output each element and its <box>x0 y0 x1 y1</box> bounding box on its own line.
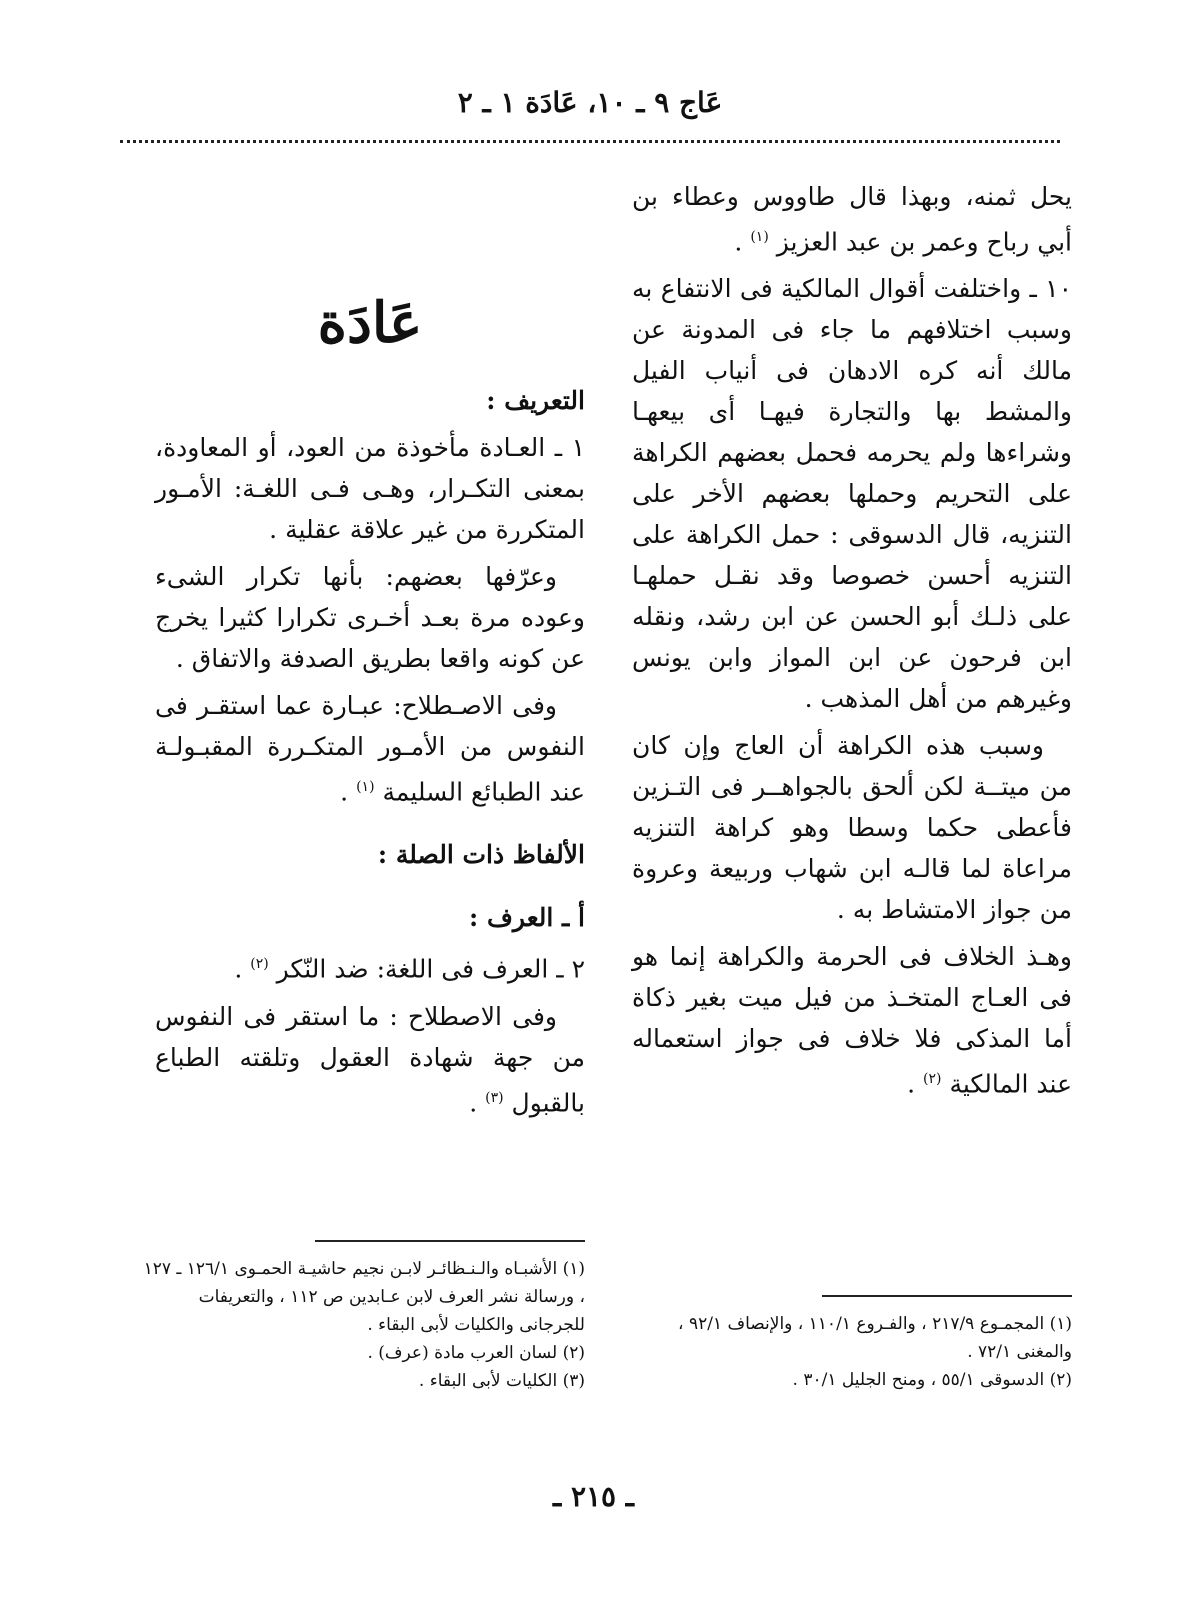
urf-paragraph-1 <box>155 944 585 989</box>
urf-paragraph-1-end: . <box>234 954 251 984</box>
right-paragraph-3: وسبب هذه الكراهة أن العاج وإن كان من ميتــة لكن ألحق بالجواهــر فى التـزين فأعطى حكما وسطا وهو كراهة التنزيه مراعاة لما قالـه ابن شهاب وربيعة وعروة من جواز الامتشاط به . <box>632 731 1072 925</box>
urf-paragraph-2-end: . <box>469 1087 486 1117</box>
header-dotted-divider <box>120 140 1060 143</box>
footnote-rule-left <box>315 1240 585 1242</box>
heading-urf: أ ـ العرف : <box>469 903 585 933</box>
definition-paragraph-2: وعرّفها بعضهم: بأنها تكرار الشىء وعوده مرة بعـد أخـرى تكرارا كثيرا يخرج عن كونه واقعا بطريق الصدفة والاتفاق . <box>155 562 585 673</box>
heading-related-terms: الألفاظ ذات الصلة : <box>377 840 585 870</box>
definition-paragraph-3-text: وفى الاصـطلاح: عبـارة عما استقـر فى النفوس من الأمـور المتكـررة المقبـولـة عند الطبائع السليمة <box>155 691 585 807</box>
definition-paragraph-3 <box>155 685 585 812</box>
footnote-ref: (١) <box>356 779 375 795</box>
heading-definition: التعريف : <box>486 386 585 415</box>
running-header: عَاج ٩ ـ ١٠، عَادَة ١ ـ ٢ <box>457 86 723 119</box>
footnote-ref: (٣) <box>485 1089 504 1106</box>
definition-paragraph-3-end: . <box>340 777 357 807</box>
right-column <box>632 176 1072 1111</box>
right-paragraph-4-text: وهـذ الخلاف فى الحرمة والكراهة إنما هو فى العـاج المتخـذ من فيل ميت بغير ذكاة أما المذكى فلا خلاف فى جواز استعماله عند المالكية <box>632 942 1072 1099</box>
right-paragraph-4 <box>632 936 1072 1104</box>
footnote-left-1: (١) الأشبـاه والـنـظائـر لابـن نجيم حاشيـة الحمـوى ١٢٦/١ ـ ١٢٧ ، ورسالة نشر العرف لابن عـابدين ص ١١٢ ، والتعريفات للجرجانى والكليات لأبى البقاء . <box>143 1259 585 1335</box>
footnotes-left <box>140 1255 585 1395</box>
right-paragraph-2: ١٠ ـ واختلفت أقوال المالكية فى الانتفاع به وسبب اختلافهم ما جاء فى المدونة عن مالك أنه كره الادهان فى أنياب الفيل والمشط بها والتجارة فيهـا أى بيعهـا وشراءها ولم يحرمه فحمل بعضهم الكراهة على التحريم وحملها بعضهم الأخر على التنزيه، قال الدسوقى : حمل الكراهة على التنزيه أحسن خصوصا وقد نقـل حملهـا على ذلـك أبو الحسن عن ابن رشد، ونقله ابن فرحون عن ابن المواز وابن يونس وغيرهم من أهل المذهب . <box>632 274 1072 714</box>
right-paragraph-1-text: يحل ثمنه، وبهذا قال طاووس وعطاء بن أبي رباح وعمر بن عبد العزيز <box>632 182 1072 257</box>
right-paragraph-1 <box>632 176 1072 262</box>
footnote-left-3: (٣) الكليات لأبى البقاء . <box>418 1371 585 1391</box>
footnote-ref: (١) <box>750 229 769 245</box>
urf-paragraph-2-text: وفى الاصطلاح : ما استقر فى النفوس من جهة شهادة العقول وتلقته الطباع بالقبول <box>155 1001 585 1117</box>
left-column <box>155 380 585 1129</box>
footnote-ref: (٢) <box>923 1071 942 1088</box>
entry-title: عَادَة <box>317 290 423 356</box>
footnote-right-1: (١) المجمـوع ٢١٧/٩ ، والفـروع ١١٠/١ ، والإنصاف ٩٢/١ ، والمغنى ٧٢/١ . <box>678 1314 1072 1362</box>
right-paragraph-1-end: . <box>734 227 751 257</box>
footnote-ref: (٢) <box>250 956 269 973</box>
urf-paragraph-2 <box>155 996 585 1123</box>
footnote-rule-right <box>822 1295 1072 1297</box>
urf-paragraph-1-text: ٢ ـ العرف فى اللغة: ضد النّكر <box>276 954 585 984</box>
right-paragraph-4-end: . <box>907 1069 924 1099</box>
footnote-left-2: (٢) لسان العرب مادة (عرف) . <box>367 1343 585 1363</box>
footnote-right-2: (٢) الدسوقى ٥٥/١ ، ومنح الجليل ٣٠/١ . <box>792 1370 1072 1390</box>
page-number: ـ ٢١٥ ـ <box>552 1480 635 1513</box>
definition-paragraph-1: ١ ـ العـادة مأخوذة من العود، أو المعاودة، بمعنى التكـرار، وهـى فـى اللغـة: الأمـور المتكررة من غير علاقة عقلية . <box>155 433 585 544</box>
footnotes-right <box>622 1310 1072 1394</box>
